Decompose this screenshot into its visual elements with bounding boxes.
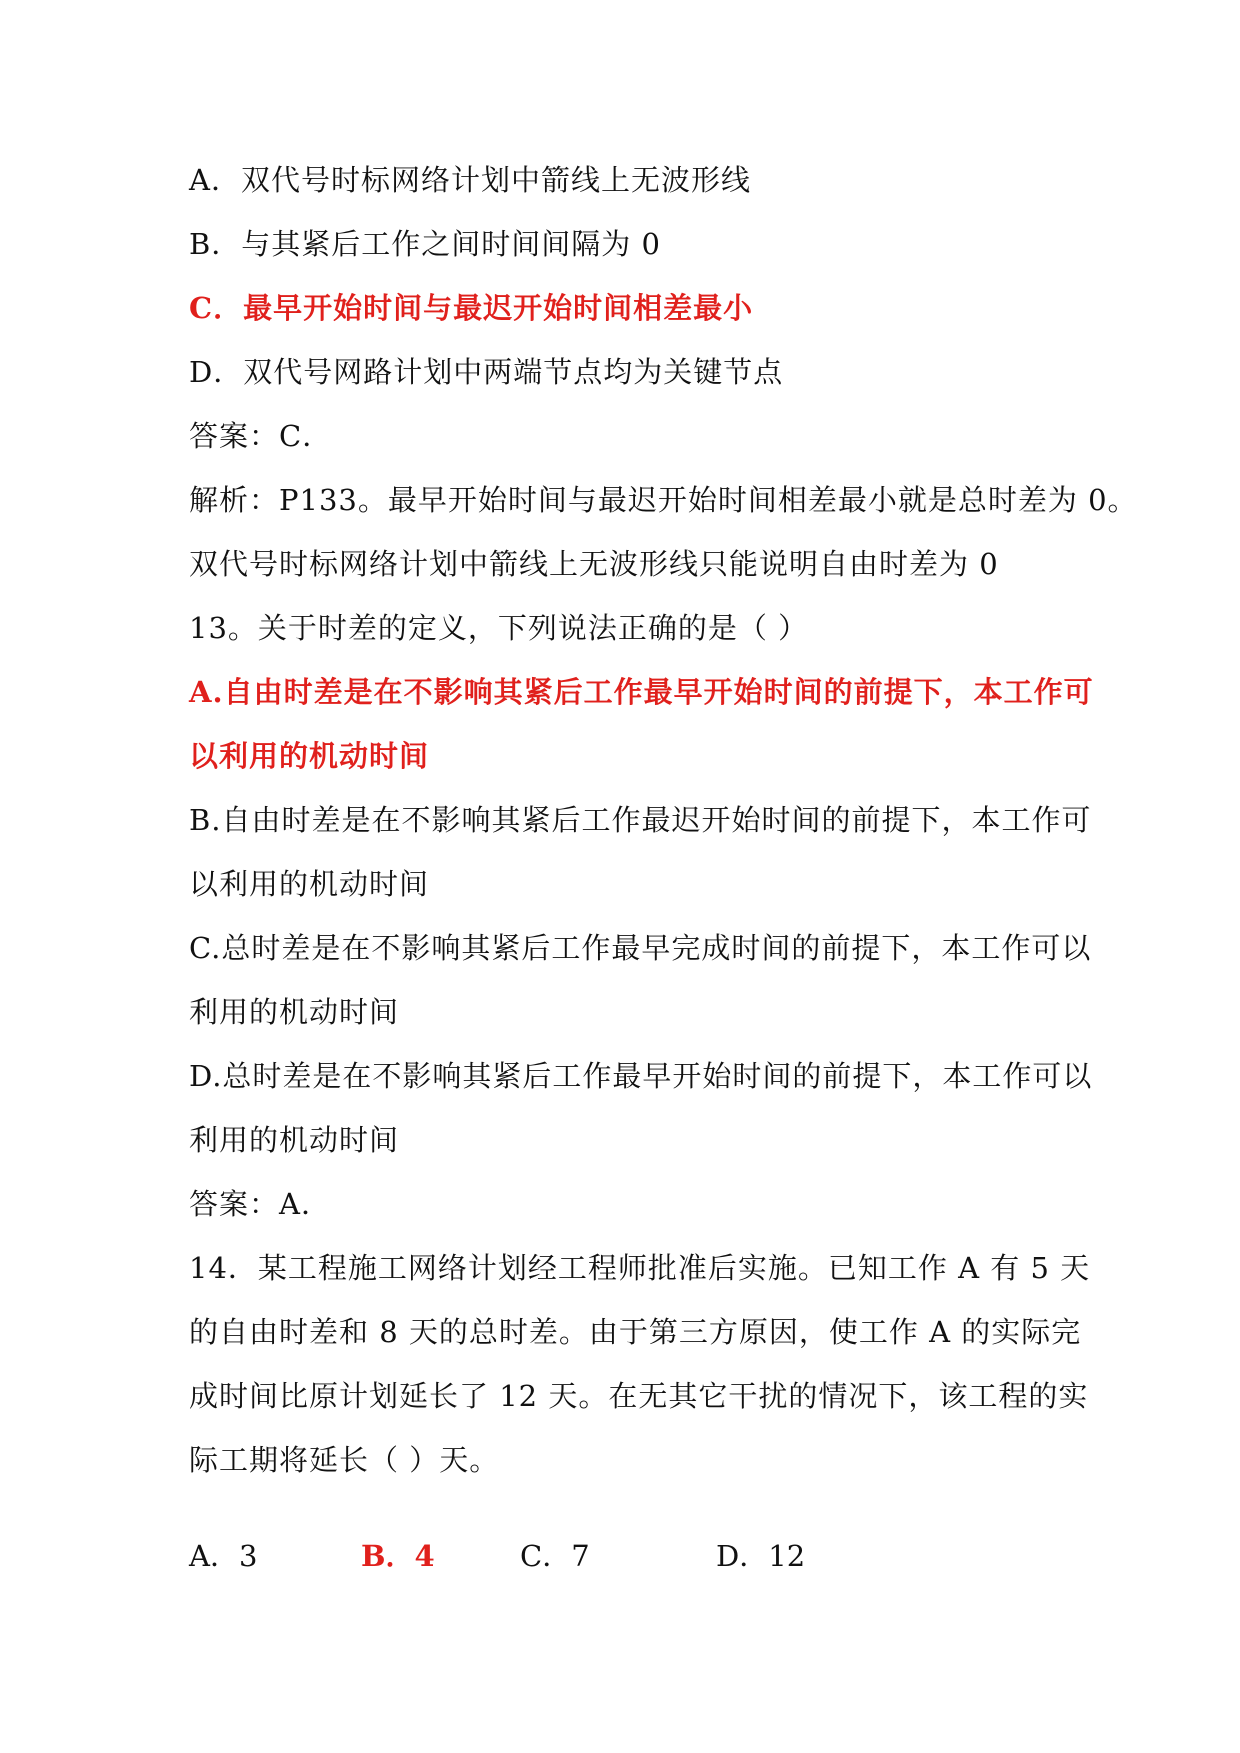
q13-option-c-line-1: C.总时差是在不影响其紧后工作最早完成时间的前提下，本工作可以 bbox=[189, 931, 1092, 965]
q12-explanation-line-2: 双代号时标网络计划中箭线上无波形线只能说明自由时差为 0 bbox=[189, 547, 999, 581]
q14-question-line-4: 际工期将延长（ ）天。 bbox=[189, 1443, 500, 1477]
q13-answer: 答案：A． bbox=[189, 1187, 331, 1221]
q13-option-d-line-2: 利用的机动时间 bbox=[189, 1123, 400, 1157]
q14-option-a: A．3 bbox=[189, 1539, 258, 1573]
q13-option-b-line-1: B.自由时差是在不影响其紧后工作最迟开始时间的前提下，本工作可 bbox=[189, 803, 1092, 837]
q14-option-c: C．7 bbox=[520, 1539, 590, 1573]
q12-option-c-correct: C．最早开始时间与最迟开始时间相差最小 bbox=[189, 291, 754, 325]
q12-option-b: B．与其紧后工作之间时间间隔为 0 bbox=[189, 227, 661, 261]
q13-option-d-line-1: D.总时差是在不影响其紧后工作最早开始时间的前提下，本工作可以 bbox=[189, 1059, 1093, 1093]
q14-option-d: D．12 bbox=[716, 1539, 806, 1573]
q14-option-b-correct: B．4 bbox=[361, 1539, 435, 1573]
q14-question-line-3: 成时间比原计划延长了 12 天。在无其它干扰的情况下，该工程的实 bbox=[189, 1379, 1089, 1413]
q12-answer: 答案：C． bbox=[189, 419, 333, 453]
q12-option-a: A．双代号时标网络计划中箭线上无波形线 bbox=[189, 163, 751, 197]
q13-option-b-line-2: 以利用的机动时间 bbox=[189, 867, 430, 901]
q13-option-c-line-2: 利用的机动时间 bbox=[189, 995, 400, 1029]
q12-option-d: D．双代号网路计划中两端节点均为关键节点 bbox=[189, 355, 784, 389]
q14-question-line-2: 的自由时差和 8 天的总时差。由于第三方原因，使工作 A 的实际完 bbox=[189, 1315, 1082, 1349]
q13-option-a-correct-line-1: A.自由时差是在不影响其紧后工作最早开始时间的前提下，本工作可 bbox=[189, 675, 1094, 709]
q13-question: 13。关于时差的定义，下列说法正确的是（ ） bbox=[189, 611, 809, 645]
q13-option-a-correct-line-2: 以利用的机动时间 bbox=[189, 739, 430, 773]
q14-question-line-1: 14．某工程施工网络计划经工程师批准后实施。已知工作 A 有 5 天 bbox=[189, 1251, 1091, 1285]
q12-explanation-line-1: 解析：P133。最早开始时间与最迟开始时间相差最小就是总时差为 0。 bbox=[189, 483, 1138, 517]
